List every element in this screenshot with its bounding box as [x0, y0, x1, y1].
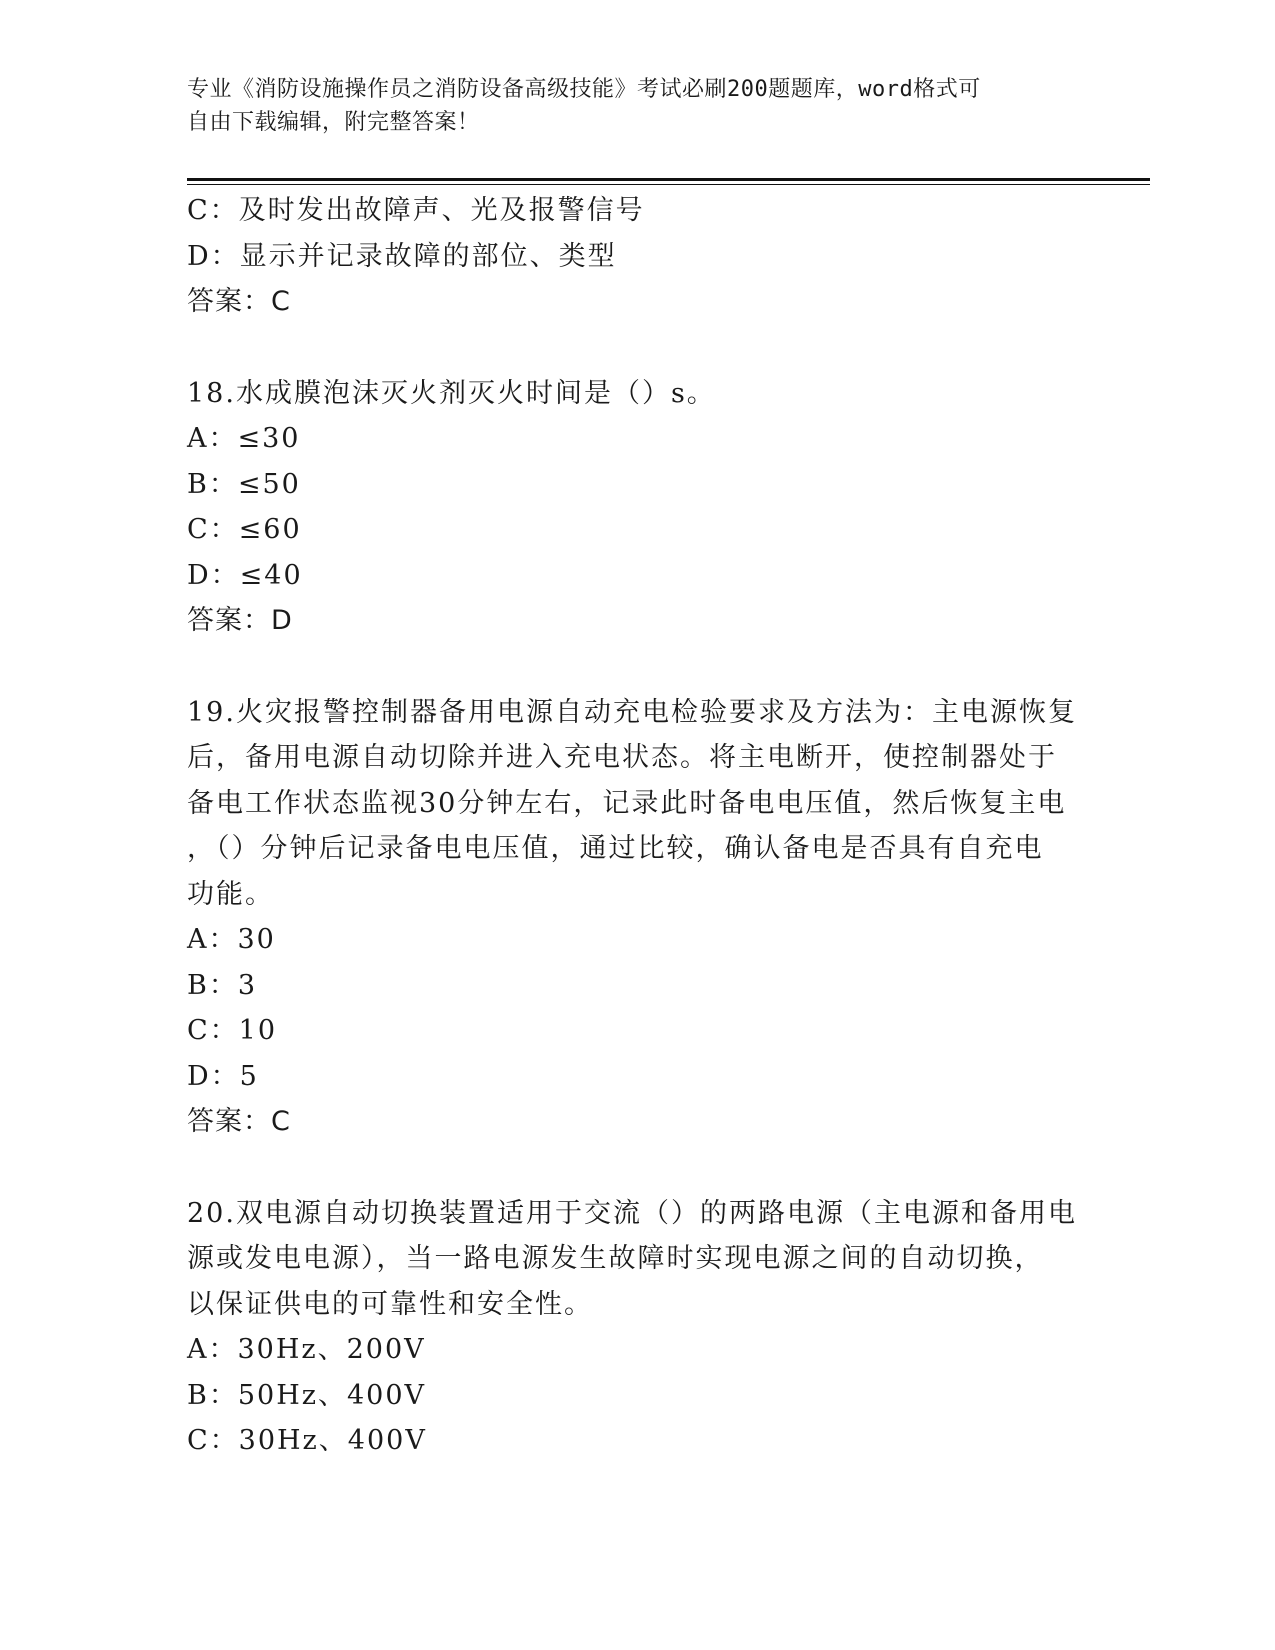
question-text — [187, 690, 1087, 918]
answer-line: 答案：C — [187, 286, 291, 317]
option-a: A：30 — [187, 924, 276, 955]
header-divider-thin — [187, 184, 1150, 185]
answer-line: 答案：D — [187, 605, 293, 636]
question-text-line: 以保证供电的可靠性和安全性。 — [187, 1288, 593, 1320]
option-c: C：30Hz、400V — [187, 1425, 427, 1456]
option-a: A：≤30 — [187, 423, 301, 454]
question-text-line: 19.火灾报警控制器备用电源自动充电检验要求及方法为：主电源恢复 — [187, 696, 1077, 728]
spacer — [187, 644, 1087, 690]
question-17-continued — [187, 188, 1087, 325]
option-c: C：10 — [187, 1015, 278, 1046]
question-text — [187, 371, 1087, 417]
question-text-line: 源或发电电源），当一路电源发生故障时实现电源之间的自动切换， — [187, 1243, 1044, 1274]
spacer — [187, 325, 1087, 371]
header-line-2: 自由下载编辑，附完整答案！ — [187, 110, 480, 135]
answer-line: 答案：C — [187, 1106, 291, 1137]
option-c: C：及时发出故障声、光及报警信号 — [187, 195, 645, 226]
option-d: D：≤40 — [187, 559, 303, 591]
document-header — [187, 73, 1067, 139]
question-text-line: 后，备用电源自动切除并进入充电状态。将主电断开，使控制器处于 — [187, 742, 1057, 773]
header-divider-thick — [187, 178, 1150, 181]
option-d: D：显示并记录故障的部位、类型 — [187, 240, 617, 272]
question-19 — [187, 690, 1087, 1145]
question-18 — [187, 371, 1087, 644]
question-list — [187, 188, 1087, 1464]
option-c: C：≤60 — [187, 514, 302, 545]
option-a: A：30Hz、200V — [187, 1334, 426, 1365]
option-b: B：≤50 — [187, 468, 301, 500]
question-text — [187, 1191, 1087, 1328]
option-b: B：50Hz、400V — [187, 1379, 427, 1411]
question-text-line: 20.双电源自动切换装置适用于交流（）的两路电源（主电源和备用电 — [187, 1197, 1077, 1229]
question-text-line: 功能。 — [187, 878, 274, 910]
spacer — [187, 1145, 1087, 1191]
question-20 — [187, 1191, 1087, 1464]
option-b: B：3 — [187, 969, 258, 1001]
question-text-line: 18.水成膜泡沫灭火剂灭火时间是（）s。 — [187, 377, 716, 409]
question-text-line: 备电工作状态监视30分钟左右，记录此时备电电压值，然后恢复主电 — [187, 787, 1067, 819]
question-text-line: ，（）分钟后记录备电电压值，通过比较，确认备电是否具有自充电 — [187, 833, 1044, 864]
header-line-1: 专业《消防设施操作员之消防设备高级技能》考试必刷200题题库，word格式可 — [187, 77, 981, 102]
option-d: D：5 — [187, 1060, 259, 1092]
